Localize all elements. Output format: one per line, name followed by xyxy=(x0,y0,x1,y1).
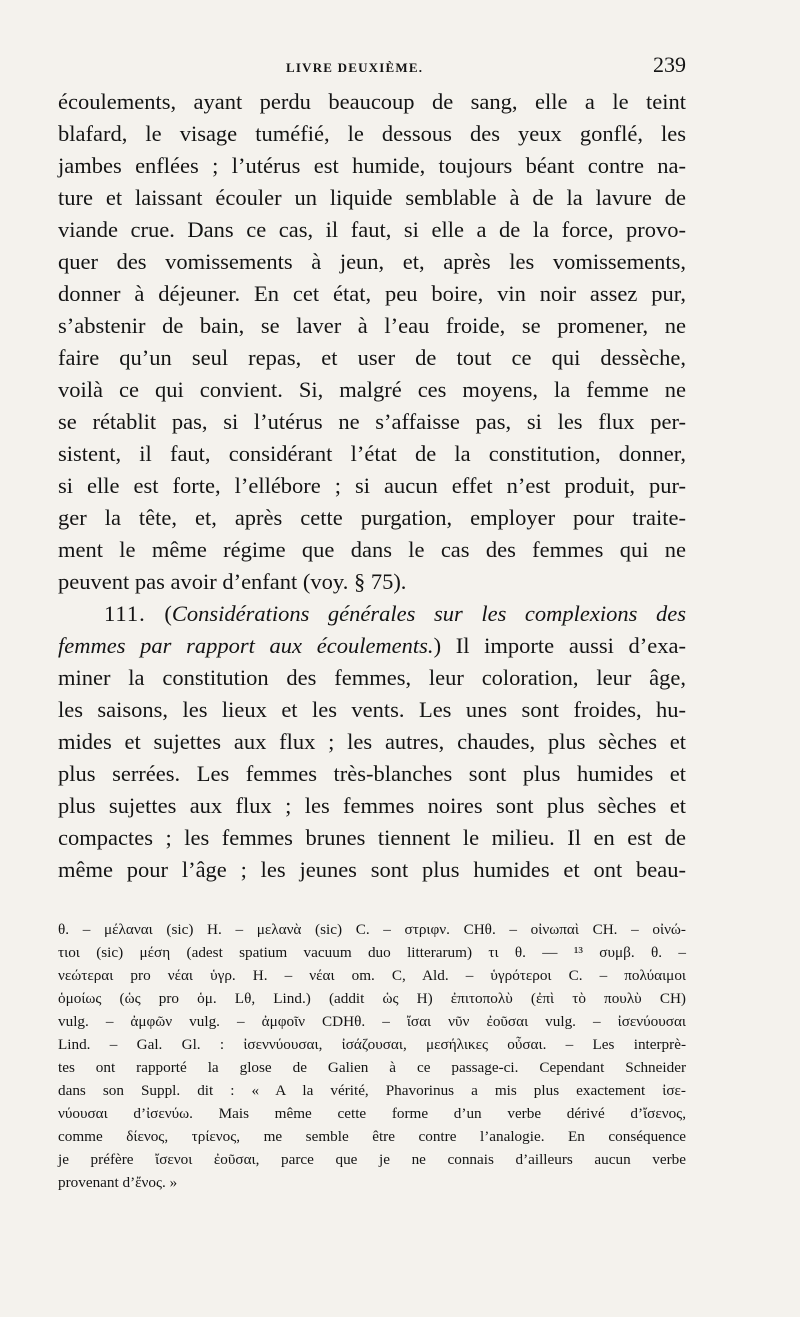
footnote-line: dans son Suppl. dit : « A la vérité, Phavorinus a mis plus exactement ἰσε- xyxy=(58,1082,686,1099)
footnote-line: comme δίενος, τρίενος, me semble être contre l’analogie. En conséquence xyxy=(58,1128,686,1145)
section-text-start: ) Il importe aussi d’exa- xyxy=(433,633,686,658)
footnote-line: θ. – μέλαναι (sic) H. – μελανὰ (sic) C. – στριφν. CHθ. – οἰνωπαὶ CH. – οἰνώ- xyxy=(58,921,686,938)
body-line: écoulements, ayant perdu beaucoup de sang, elle a le teint xyxy=(58,89,686,114)
section-title-continued: femmes par rapport aux écoulements. xyxy=(58,633,434,658)
section-open-paren: ( xyxy=(164,601,172,626)
footnote-line: vulg. – ἀμφῶν vulg. – ἀμφοῖν CDHθ. – ἴσαι νῦν ἐοῦσαι vulg. – ἰσενύουσαι xyxy=(58,1013,686,1030)
body-line: les saisons, les lieux et les vents. Les unes sont froides, hu- xyxy=(58,697,686,722)
body-text xyxy=(58,86,686,886)
body-line: voilà ce qui convient. Si, malgré ces moyens, la femme ne xyxy=(58,377,686,402)
body-line: faire qu’un seul repas, et user de tout ce qui dessèche, xyxy=(58,345,686,370)
footnote-line: νεώτεραι pro νέαι ὑγρ. H. – νέαι om. C, Ald. – ὑγρότεροι C. – πολύαιμοι xyxy=(58,967,686,984)
body-line: plus sujettes aux flux ; les femmes noires sont plus sèches et xyxy=(58,793,686,818)
footnote-line: τιοι (sic) μέση (adest spatium vacuum duo litterarum) τι θ. — ¹³ συμβ. θ. – xyxy=(58,944,686,961)
running-head: LIVRE DEUXIÈME. xyxy=(286,60,424,75)
body-line: mides et sujettes aux flux ; les autres, chaudes, plus sèches et xyxy=(58,729,686,754)
section-heading-line xyxy=(58,630,686,662)
footnote-line: Lind. – Gal. Gl. : ἰσεννύουσαι, ἰσάζουσαι, μεσήλικες οὖσαι. – Les interprè- xyxy=(58,1036,686,1053)
footnote-line: je préfère ἴσενοι ἐοῦσαι, parce que je ne connais d’ailleurs aucun verbe xyxy=(58,1151,686,1168)
body-line: donner à déjeuner. En cet état, peu boire, vin noir assez pur, xyxy=(58,281,686,306)
body-line: ger la tête, et, après cette purgation, employer pour traite- xyxy=(58,505,686,530)
body-line: s’abstenir de bain, se laver à l’eau froide, se promener, ne xyxy=(58,313,686,338)
body-line: se rétablit pas, si l’utérus ne s’affaisse pas, si les flux per- xyxy=(58,409,686,434)
body-line: miner la constitution des femmes, leur coloration, leur âge, xyxy=(58,665,686,690)
page-header xyxy=(58,52,686,82)
footnote-line: provenant d’ἔνος. » xyxy=(58,1174,178,1191)
footnote-line: ὁμοίως (ὡς pro ὁμ. Lθ, Lind.) (addit ὡς H) ἐπιτοπολὺ (ἐπὶ τὸ πουλὺ CH) xyxy=(58,990,686,1007)
body-line: compactes ; les femmes brunes tiennent le milieu. Il en est de xyxy=(58,825,686,850)
body-line: peuvent pas avoir d’enfant (voy. § 75). xyxy=(58,569,407,594)
footnotes xyxy=(58,918,686,1194)
footnote-line: tes ont rapporté la glose de Galien à ce passage-ci. Cependant Schneider xyxy=(58,1059,686,1076)
section-heading-line xyxy=(58,598,686,630)
body-line: ment le même régime que dans le cas des femmes qui ne xyxy=(58,537,686,562)
section-number: 111. xyxy=(104,601,146,626)
body-line: blafard, le visage tuméfié, le dessous des yeux gonflé, les xyxy=(58,121,686,146)
body-line: si elle est forte, l’ellébore ; si aucun effet n’est produit, pur- xyxy=(58,473,686,498)
section-title: Considérations générales sur les complexions des xyxy=(171,601,686,626)
body-line: même pour l’âge ; les jeunes sont plus humides et ont beau- xyxy=(58,857,686,882)
footnote-line: νύουσαι d’ἰσενύω. Mais même cette forme d’un verbe dérivé d’ἴσενος, xyxy=(58,1105,686,1122)
body-line: quer des vomissements à jeun, et, après les vomissements, xyxy=(58,249,686,274)
page-number: 239 xyxy=(653,52,686,77)
body-line: plus serrées. Les femmes très-blanches sont plus humides et xyxy=(58,761,686,786)
body-line: viande crue. Dans ce cas, il faut, si elle a de la force, provo- xyxy=(58,217,686,242)
body-line: ture et laissant écouler un liquide semblable à de la lavure de xyxy=(58,185,686,210)
body-line: sistent, il faut, considérant l’état de la constitution, donner, xyxy=(58,441,686,466)
body-line: jambes enflées ; l’utérus est humide, toujours béant contre na- xyxy=(58,153,686,178)
